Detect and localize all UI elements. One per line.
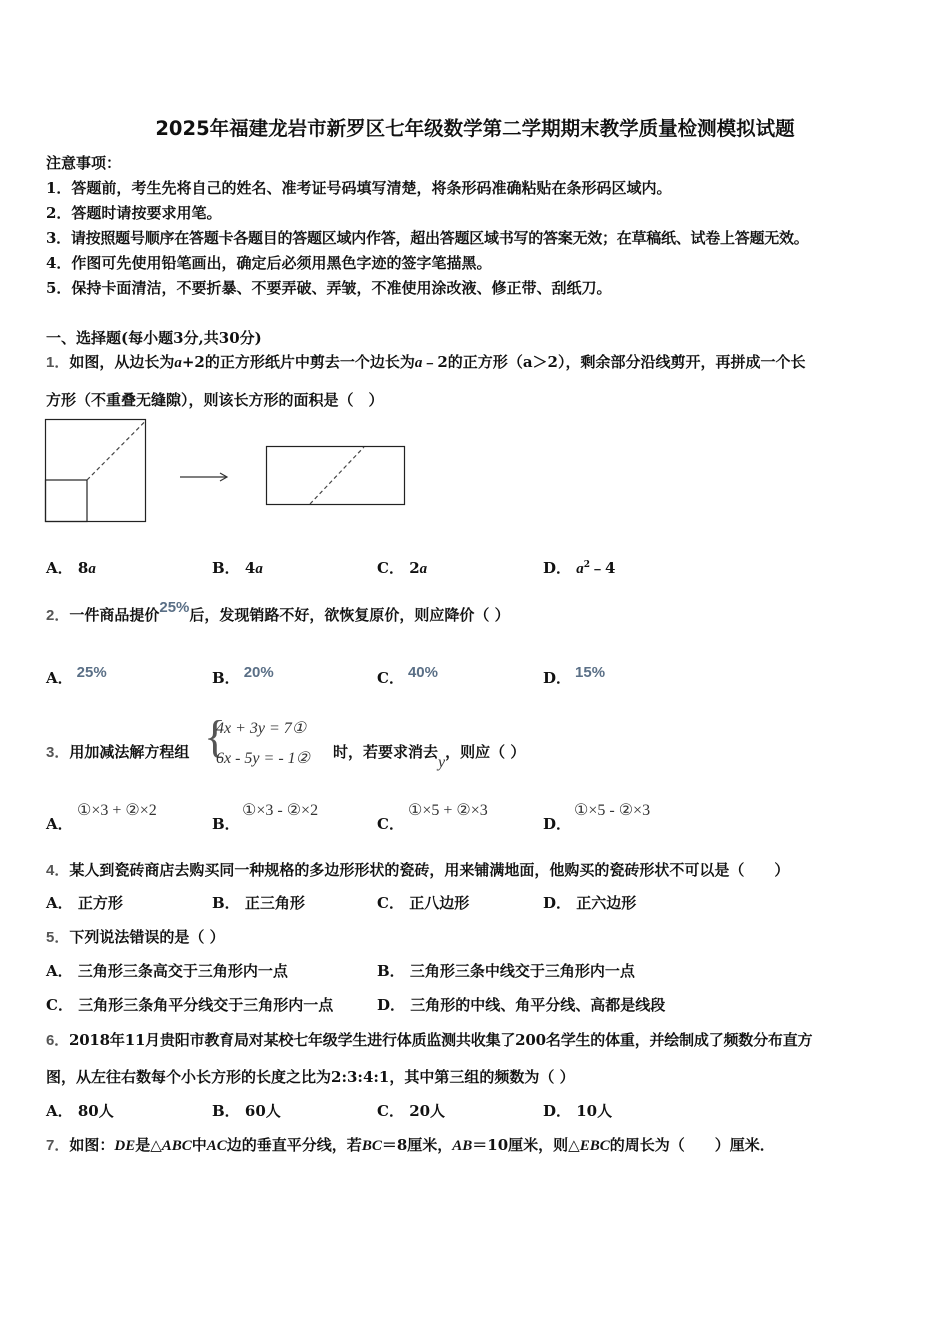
q3-option-a-label: A． (46, 815, 73, 833)
question-number: 6． (46, 1032, 69, 1049)
question-number: 7． (46, 1137, 70, 1154)
q3-option-b-label: B． (212, 815, 240, 833)
question-2: 2．一件商品提价25%后，发现销路不好，欲恢复原价，则应降价（ ） (46, 599, 510, 624)
q4-option-b: B． 正三角形 (212, 894, 305, 912)
equation-2: 6x - 5y = - 1② (216, 750, 310, 767)
notice-heading: 注意事项： (46, 154, 122, 172)
q3-option-d: ①×5 - ②×3 (574, 802, 651, 819)
notice-item-5: 5．保持卡面清洁，不要折暴、不要弄破、弄皱，不准使用涂改液、修正带、刮纸刀。 (46, 279, 612, 297)
result-rectangle (267, 447, 405, 505)
question-number: 4． (46, 862, 70, 879)
question-4: 4．某人到瓷砖商店去购买同一种规格的多边形形状的瓷砖，用来铺满地面，他购买的瓷砖形状不可以是（ ） (46, 861, 790, 879)
question-3: 3．用加减法解方程组 (46, 743, 190, 761)
notice-item-4: 4．作图可先使用铅笔画出，确定后必须用黑色字迹的签字笔描黑。 (46, 254, 492, 272)
page-title: 2025年福建龙岩市新罗区七年级数学第二学期期末教学质量检测模拟试题 (155, 117, 795, 140)
q4-option-a: A． 正方形 (46, 894, 123, 912)
question-3-tail: 时，若要求消去y，则应（ ） (333, 743, 526, 771)
q2-option-a: A． 25% (46, 664, 107, 687)
q3-option-a: ①×3 + ②×2 (77, 802, 157, 819)
q3-option-d-label: D． (543, 815, 572, 833)
question-number: 3． (46, 744, 70, 761)
q5-option-a: A． 三角形三条高交于三角形内一点 (46, 962, 288, 980)
question-6-line2: 图，从左往右数每个小长方形的长度之比为2:3:4:1，其中第三组的频数为（ ） (46, 1068, 575, 1086)
q1-option-a: A． 8a (46, 559, 96, 577)
question-6: 6．2018年11月贵阳市教育局对某校七年级学生进行体质监测共收集了200名学生的体重，并绘制成了频数分布直方 (46, 1031, 813, 1049)
q5-option-d: D． 三角形的中线、角平分线、高都是线段 (377, 996, 666, 1014)
q5-option-b: B． 三角形三条中线交于三角形内一点 (377, 962, 635, 980)
equation-1: 4x + 3y = 7① (216, 720, 307, 737)
q3-option-b: ①×3 - ②×2 (242, 802, 319, 819)
notice-item-2: 2．答题时请按要求用笔。 (46, 204, 222, 222)
section-heading: 一、选择题(每小题3分,共30分) (46, 329, 262, 347)
q5-option-c: C． 三角形三条角平分线交于三角形内一点 (46, 996, 334, 1014)
q1-option-d: D． $a^2﹣4$ (543, 559, 616, 577)
question-1-line2: 方形（不重叠无缝隙），则该长方形的面积是（ ） (46, 391, 384, 409)
notice-item-3: 3．请按照题号顺序在答题卡各题目的答题区域内作答，超出答题区域书写的答案无效；在草稿纸、试卷上答题无效。 (46, 229, 809, 247)
q2-option-b: B． 20% (212, 664, 274, 687)
q4-option-c: C． 正八边形 (377, 894, 470, 912)
q1-option-c: C． 2a (377, 559, 428, 577)
system-brace: { (204, 711, 227, 762)
question-5: 5．下列说法错误的是（ ） (46, 928, 225, 946)
q1-figure (44, 418, 409, 524)
question-number: 1． (46, 354, 70, 371)
question-7: 7．如图：DE是△ABC中AC边的垂直平分线，若BC＝8厘米，AB＝10厘米，则△EBC的周长为（ ）厘米． (46, 1136, 775, 1154)
q2-percent: 25% (159, 599, 190, 616)
outer-square (46, 420, 146, 522)
q6-option-d: D． 10人 (543, 1102, 613, 1120)
notice-item-1: 1．答题前，考生先将自己的姓名、准考证号码填写清楚，将条形码准确粘贴在条形码区域内。 (46, 179, 672, 197)
q1-option-b: B． 4a (212, 559, 263, 577)
q2-option-c: C． 40% (377, 664, 438, 687)
inner-square (46, 480, 88, 522)
cut-line (87, 421, 146, 480)
rectangle-cut-line (310, 447, 364, 504)
question-number: 5． (46, 929, 70, 946)
question-number: 2． (46, 607, 70, 624)
question-1: 1．如图，从边长为a+2的正方形纸片中剪去一个边长为a﹣2的正方形（a＞2），剩余部分沿线剪开，再拼成一个长 (46, 353, 806, 371)
q6-option-a: A． 80人 (46, 1102, 114, 1120)
q3-option-c-label: C． (377, 815, 404, 833)
q2-option-d: D． 15% (543, 664, 606, 687)
q6-option-c: C． 20人 (377, 1102, 446, 1120)
q6-option-b: B． 60人 (212, 1102, 281, 1120)
q4-option-d: D． 正六边形 (543, 894, 637, 912)
q3-option-c: ①×5 + ②×3 (408, 802, 488, 819)
